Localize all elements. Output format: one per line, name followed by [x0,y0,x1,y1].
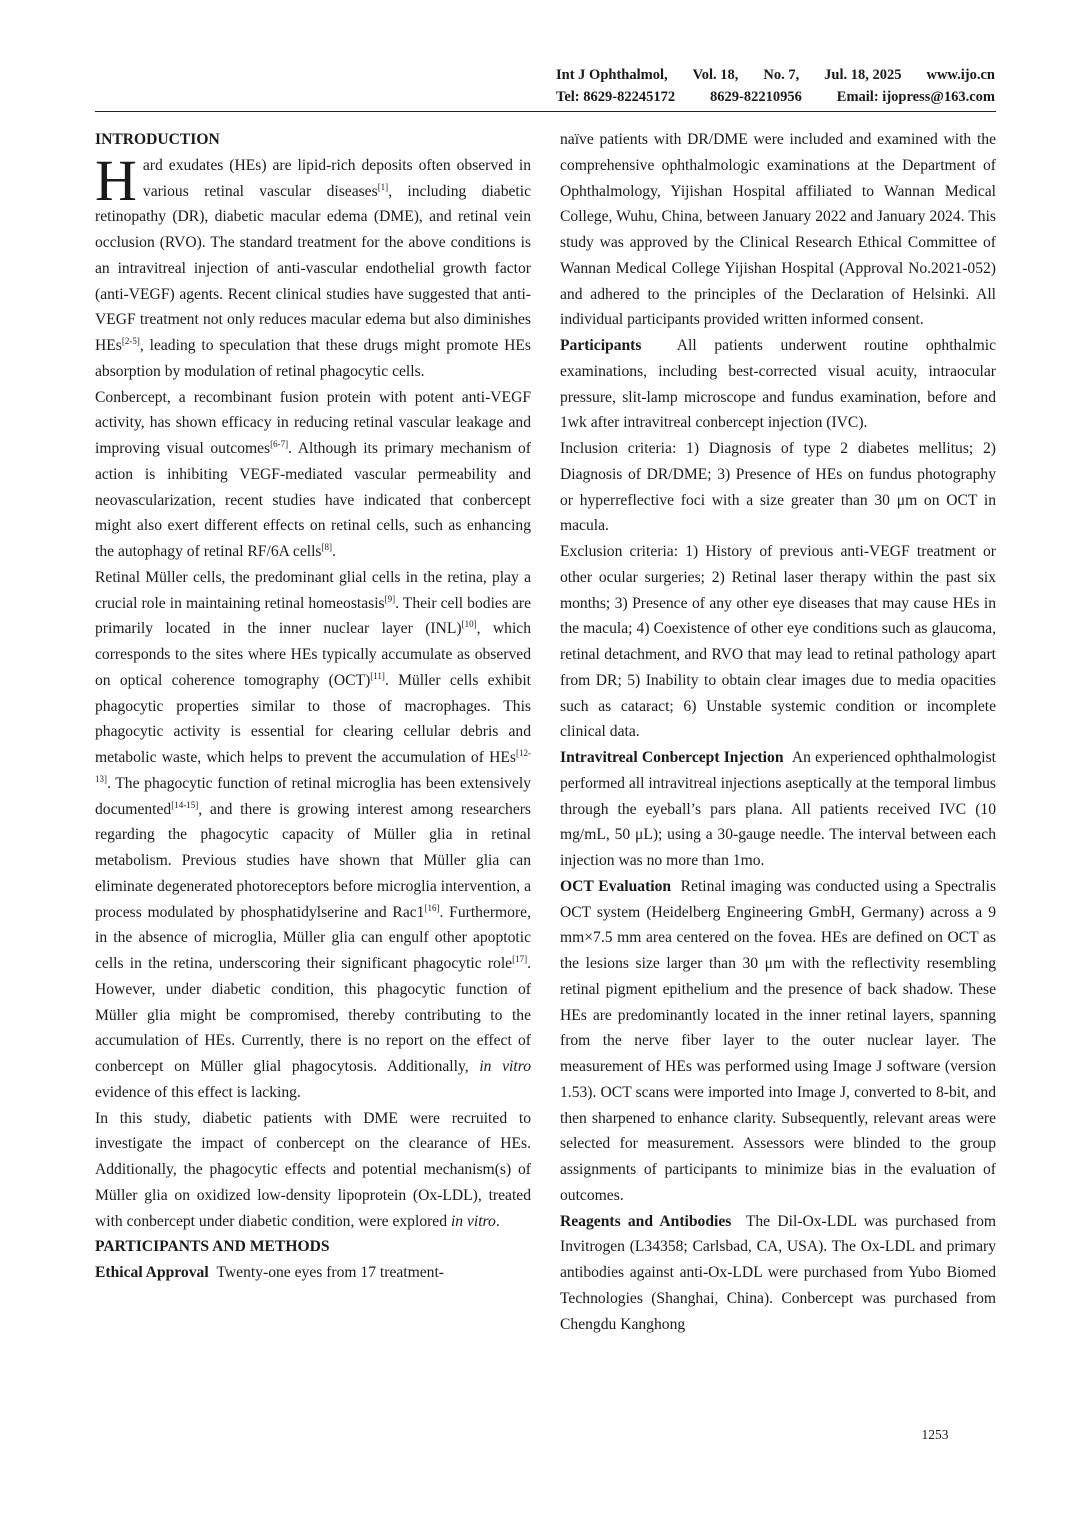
citation: [12-13] [95,747,531,784]
citation: [2-5] [121,335,140,346]
citation: [17] [512,953,528,964]
header-divider [95,111,996,112]
citation: [14-15] [171,799,199,810]
journal-name: Int J Ophthalmol, [556,67,668,83]
header-line-contact [556,86,995,108]
journal-email[interactable]: Email: ijopress@163.com [836,89,995,105]
journal-volume: Vol. 18, [692,67,739,83]
intro-paragraph-3: Retinal Müller cells, the predominant glial cells in the retina, play a crucial role in maintaining retinal homeostasis[9]. Their cell bodies are primarily located in the inner nuclear layer (INL)[10], which corresponds to the sites where HEs typically accumulate as observed on optical coherence tomography (OCT)[11]. Müller cells exhibit phagocytic properties similar to those of macrophages. This phagocytic activity is essential for clearing cellular debris and metabolic waste, which helps to prevent the accumulation of HEs[12-13]. The phagocytic function of retinal microglia has been extensively documented[14-15], and there is growing interest among researchers regarding the phagocytic capacity of Müller glia in retinal metabolism. Previous studies have shown that Müller glia can eliminate degenerated photoreceptors before microglia intervention, a process modulated by phosphatidylserine and Rac1[16]. Furthermore, in the absence of microglia, Müller glia can engulf other apoptotic cells in the retina, underscoring their significant phagocytic role[17]. However, under diabetic condition, this phagocytic function of Müller glia might be compromised, thereby contributing to the accumulation of HEs. Currently, there is no report on the effect of conbercept on Müller glial phagocytosis. Additionally, in vitro evidence of this effect is lacking. [95,568,531,1101]
right-column [560,127,996,1337]
intro-paragraph-1: Hard exudates (HEs) are lipid-rich deposits often observed in various retinal vascular diseases[1], including diabetic retinopathy (DR), diabetic macular edema (DME), and retinal vein occlusion (RVO). The standard treatment for the above conditions is an intravitreal injection of anti-vascular endothelial growth factor (anti-VEGF) agents. Recent clinical studies have suggested that anti-VEGF treatment not only reduces macular edema but also diminishes HEs[2-5], leading to speculation that these drugs might promote HEs absorption by modulation of retinal phagocytic cells. [95,147,532,380]
inclusion-criteria-paragraph: Inclusion criteria: 1) Diagnosis of type 2 diabetes mellitus; 2) Diagnosis of DR/DME; 3) Presence of HEs on fundus photography or hyperreflective foci with a size greater than 30 μm on OCT in macula. [560,440,996,535]
reagents-heading: Reagents and Antibodies [560,1212,732,1230]
header-line-journal [556,64,995,86]
journal-issue: No. 7, [763,67,800,83]
drop-cap: H [95,147,137,213]
ethical-approval-heading: Ethical Approval [95,1264,209,1281]
running-header [556,64,995,108]
reagents-paragraph: Reagents and Antibodies The Dil-Ox-LDL was purchased from Invitrogen (L34358; Carlsbad, CA, USA). The Ox-LDL and primary antibodies against anti-Ox-LDL were purchased from Yubo Biomed Technologies (Shanghai, China). Conbercept was purchased from Chengdu Kanghong [560,1212,996,1333]
injection-heading: Intravitreal Conbercept Injection [560,749,784,766]
injection-paragraph: Intravitreal Conbercept Injection An experienced ophthalmologist performed all intravitreal injections aseptically at the temporal limbus through the eyeball’s pars plana. All patients received IVC (10 mg/mL, 50 μL); using a 30-gauge needle. The interval between each injection was no more than 1mo. [560,749,997,869]
ethical-approval-paragraph: Ethical Approval Twenty-one eyes from 17 treatment- [95,1264,444,1281]
intro-paragraph-2: Conbercept, a recombinant fusion protein with potent anti-VEGF activity, has shown efficacy in reducing retinal vascular leakage and improving visual outcomes[6-7]. Although its primary mechanism of action is inhibiting VEGF-mediated vascular permeability and neovascularization, recent studies have indicated that conbercept might also exert different effects on retinal cells, such as enhancing the autophagy of retinal RF/6A cells[8]. [95,388,532,560]
ethics-continuation-paragraph: naïve patients with DR/DME were included and examined with the comprehensive ophthalmologic examinations at the Department of Ophthalmology, Yijishan Hospital affiliated to Wannan Medical College, Wuhu, China, between January 2022 and January 2024. This study was approved by the Clinical Research Ethical Committee of Wannan Medical College Yijishan Hospital (Approval No.2021-052) and adhered to the principles of the Declaration of Helsinki. All individual participants provided written informed consent. [560,131,996,329]
oct-evaluation-heading: OCT Evaluation [560,877,672,895]
introduction-heading: INTRODUCTION [95,131,220,148]
intro-paragraph-4: In this study, diabetic patients with DME were recruited to investigate the impact of conbercept on the clearance of HEs. Additionally, the phagocytic effects and potential mechanism(s) of Müller glia on oxidized low-density lipoprotein (Ox-LDL), treated with conbercept under diabetic condition, were explored in vitro. [95,1109,531,1230]
citation: [11] [370,670,385,681]
citation: [9] [384,593,396,604]
citation: [8] [321,541,332,552]
journal-tel: Tel: 8629-82245172 [556,89,676,105]
page-number: 1253 [921,1427,949,1442]
citation: [10] [461,619,477,630]
citation: [1] [377,181,389,192]
oct-evaluation-paragraph: OCT Evaluation Retinal imaging was conducted using a Spectralis OCT system (Heidelberg Engineering GmbH, Germany) across a 9 mm×7.5 mm area centered on the fovea. HEs are defined on OCT as the lesions size larger than 30 μm with the reflectivity resembling retinal pigment epithelium and the presence of back shadow. These HEs are predominantly located in the inner retinal layers, spanning from the nerve fiber layer to the outer nuclear layer. The measurement of HEs was performed using Image J software (version 1.53). OCT scans were imported into Image J, converted to 8-bit, and then sharpened to enhance clarity. Subsequently, relevant areas were selected for measurement. Assessors were blinded to the group assignments of participants to minimize bias in the evaluation of outcomes. [560,877,997,1204]
exclusion-criteria-paragraph: Exclusion criteria: 1) History of previous anti-VEGF treatment or other ocular surgeries; 2) Retinal laser therapy within the past six months; 3) Presence of any other eye diseases that may cause HEs in the macula; 4) Coexistence of other eye conditions such as glaucoma, retinal detachment, and RVO that may lead to retinal pathology apart from DR; 5) Inability to obtain clear images due to media opacities such as cataract; 6) Unstable systemic condition or incomplete clinical data. [560,543,996,741]
journal-tel-2: 8629-82210956 [710,89,802,105]
participants-paragraph: Participants All patients underwent routine ophthalmic examinations, including best-corrected visual acuity, intraocular pressure, slit-lamp microscope and fundus examination, before and 1wk after intravitreal conbercept injection (IVC). [560,337,996,432]
journal-date: Jul. 18, 2025 [824,67,902,83]
journal-website[interactable]: www.ijo.cn [926,67,995,83]
left-column [95,127,531,1286]
participants-heading: Participants [560,337,642,354]
citation: [6-7] [270,438,289,449]
methods-heading: PARTICIPANTS AND METHODS [95,1238,330,1256]
citation: [16] [424,902,440,913]
